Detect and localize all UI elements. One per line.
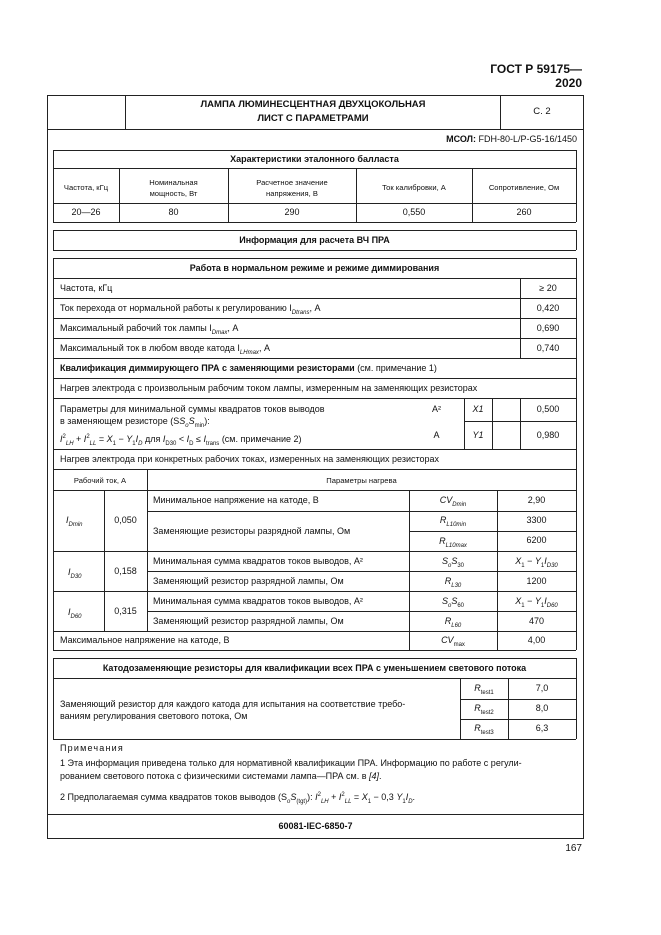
rtest3-value: 6,3 [535,723,549,733]
rl10min-value: 3300 [526,515,547,525]
min-sum-squares-label-30: Минимальная сумма квадратов токов выводов, A² [153,556,363,566]
sheet-number: С. 2 [533,106,551,117]
ref-col-frequency: Частота, кГц [63,183,109,192]
col-heating-params: Параметры нагрева [326,476,397,485]
params-text-line2: в заменяющем резисторе $(SS_oS_{min})$: [60,416,210,429]
group-id60-value: 0,315 [114,606,137,616]
lamp-code: МСОЛ: FDH-80-L/P-G5-16/1450 [446,134,577,144]
s30-symbol: $S_oS_{30}$ [441,556,465,569]
params-text-line1: Параметры для минимальной суммы квадратов токов выводов [60,404,325,414]
op-max-current-label: Максимальный рабочий ток лампы $I_{Dmax}$, А [60,323,239,336]
rtest3-symbol: $R_{test3}$ [474,723,494,736]
ref-val-frequency: 20—26 [71,207,101,217]
rl10max-value: 6200 [526,535,547,545]
cv-max-value: 4,00 [527,635,546,645]
ref-col-resistance: Сопротивление, Ом [488,183,560,192]
note1-line2: рованием светового потока с физическими системами лампа—ПРА см. в [4]. [60,771,382,781]
s60-symbol: $S_oS_{60}$ [441,596,465,609]
replacement-resistor-label-60: Заменяющий резистор разрядной лампы, Ом [153,616,344,626]
sheet-title-line2: ЛИСТ С ПАРАМЕТРАМИ [257,113,369,124]
min-cathode-voltage-label: Минимальное напряжение на катоде, В [153,495,319,505]
x1-name: X1 [472,404,484,414]
rl10max-symbol: $R_{L10max}$ [439,536,467,549]
cathode-title: Катодозаменяющие резисторы для квалификации всех ПРА с уменьшением светового потока [102,663,527,673]
ref-val-power: 80 [168,207,179,217]
s60-value: $X_1 - Y_1I_{D60}$ [515,596,558,609]
op-frequency-label: Частота, кГц [60,283,113,293]
op-transition-label: Ток перехода от нормальной работы к регулированию $I_{Dtrans}$, А [60,303,321,316]
y1-value: 0,980 [536,430,560,440]
op-frequency-value: ≥ 20 [539,283,557,293]
rtest2-symbol: $R_{test2}$ [474,703,494,716]
params-formula: $I^2_{LH} + I^2_{LL} = X_1 - Y_1I_D$ для $I_{D30} < I_D \le I_{trans}$ (см. примечание 2) [60,434,302,447]
page-number: 167 [565,843,582,854]
cv-max-symbol: $CV_{max}$ [441,635,465,648]
rl30-value: 1200 [526,576,547,586]
y1-unit: A [433,430,440,440]
y1-name: Y1 [472,430,484,440]
group-id30-name: $I_{D30}$ [68,567,82,580]
rl10min-symbol: $R_{L10min}$ [439,515,467,528]
dimming-title: Квалификация диммирующего ПРА с заменяющими резисторами (см. примечание 1) [60,363,437,373]
col-working-current: Рабочий ток, А [73,476,127,485]
cathode-text-line2: ваниям регулирования светового потока, Ом [60,711,248,721]
ref-val-resistance: 260 [516,207,532,217]
ref-ballast-title: Характеристики эталонного балласта [230,154,399,164]
min-sum-squares-label-60: Минимальная сумма квадратов токов выводов, A² [153,596,363,606]
s30-value: $X_1 - Y_1I_{D30}$ [515,556,558,569]
ref-val-voltage: 290 [284,207,300,217]
note1-line1: 1 Эта информация приведена только для нормативной квалификации ПРА. Информацию по работе с регули- [60,758,522,768]
rtest1-symbol: $R_{test1}$ [474,683,494,696]
rtest2-value: 8,0 [535,703,549,713]
ref-col-current: Ток калибровки, А [382,183,446,192]
op-max-current-value: 0,690 [536,323,560,333]
group-id30-value: 0,158 [114,566,137,576]
op-cathode-current-label: Максимальный ток в любом вводе катода $I_{LHmax}$, А [60,343,270,356]
cv-dmin-value: 2,90 [527,495,546,505]
replacement-resistors-label: Заменяющие резисторы разрядной лампы, Ом [153,526,351,536]
cv-dmin-symbol: $CV_{Dmin}$ [439,495,467,508]
op-transition-value: 0,420 [536,303,560,313]
replacement-resistor-label-30: Заменяющий резистор разрядной лампы, Ом [153,576,344,586]
max-cathode-voltage-label: Максимальное напряжение на катоде, В [60,635,230,645]
notes-heading: Примечания [60,743,124,753]
rl60-value: 470 [528,616,545,626]
x1-value: 0,500 [536,404,560,414]
sheet-title-line1: ЛАМПА ЛЮМИНЕСЦЕНТНАЯ ДВУХЦОКОЛЬНАЯ [200,99,426,110]
ref-col-power: Номинальная мощность, Вт [149,178,198,198]
x1-unit: A² [432,404,441,414]
rtest1-value: 7,0 [535,683,549,693]
hf-info-title: Информация для расчета ВЧ ПРА [239,235,390,245]
op-cathode-current-value: 0,740 [536,343,560,353]
cathode-text-line1: Заменяющий резистор для каждого катода для испытания на соответствие требо- [60,699,406,709]
group-id60-name: $I_{D60}$ [68,607,82,620]
heating-any-current: Нагрев электрода с произвольным рабочим током лампы, измеренным на заменяющих резисторах [60,383,478,393]
ref-val-current: 0,550 [402,207,426,217]
ref-col-voltage: Расчетное значение напряжения, В [256,178,328,198]
rl60-symbol: $R_{L60}$ [444,616,462,629]
group-idmin-value: 0,050 [114,515,137,525]
operation-title: Работа в нормальном режиме и режиме диммирования [189,263,440,273]
group-idmin-name: $I_{Dmin}$ [66,515,83,528]
heating-specific-current: Нагрев электрода при конкретных рабочих токах, измеренных на заменяющих резисторах [60,454,440,464]
standard-number: ГОСТ Р 59175—2020 [490,62,582,90]
footer-code: 60081-IEC-6850-7 [278,821,353,831]
rl30-symbol: $R_{L30}$ [444,576,462,589]
note2: 2 Предполагаемая сумма квадратов токов выводов $(S_oS_{(tgt)})$: $I^2_{LH} + I^2_{LL} = X_1 - 0,3$ $Y_1I_D$. [60,792,416,805]
